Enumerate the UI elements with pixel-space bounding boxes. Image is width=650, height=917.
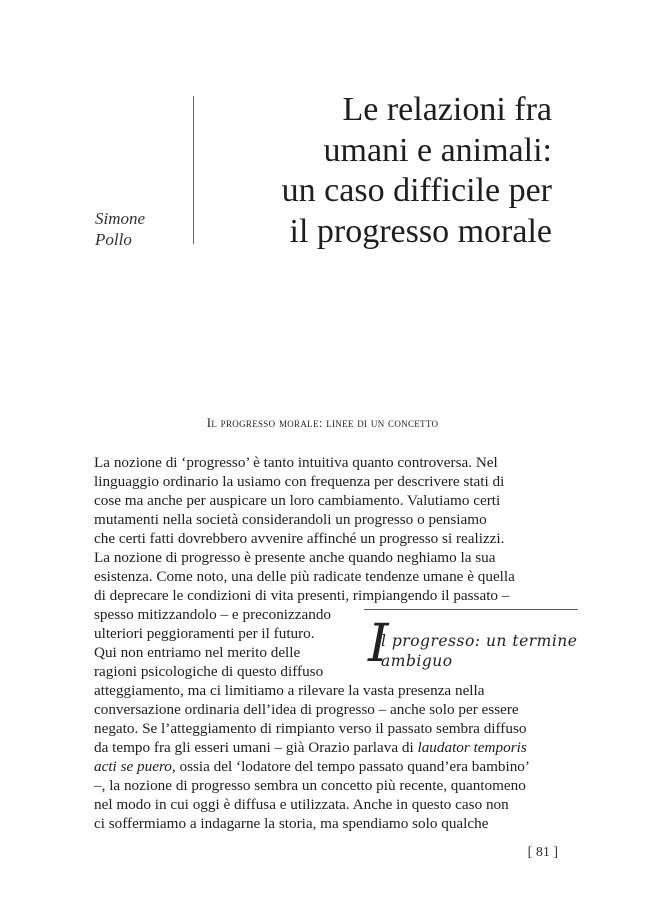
body-line xyxy=(94,757,559,776)
body-line: ragioni psicologiche di questo diffuso xyxy=(94,663,324,680)
title-line: il progresso morale xyxy=(289,212,552,250)
title-line: Le relazioni fra xyxy=(342,91,552,128)
body-line: La nozione di progresso è presente anche quando neghiamo la sua xyxy=(94,549,496,566)
body-line: esistenza. Come noto, una delle più radicate tendenze umane è quella xyxy=(94,568,515,585)
author-last-name: Pollo xyxy=(95,230,132,249)
latin-phrase: acti se puero xyxy=(94,758,172,775)
body-line: La nozione di ‘progresso’ è tanto intuitiva quanto controversa. Nel xyxy=(94,454,498,471)
body-line: atteggiamento, ma ci limitiamo a rilevare la vasta presenza nella xyxy=(94,682,485,699)
body-line: linguaggio ordinario la usiamo con frequenza per descrivere stati di xyxy=(94,473,505,490)
body-line: conversazione ordinaria dell’idea di progresso – anche solo per essere xyxy=(94,701,519,718)
body-line: che certi fatti dovrebbero avvenire affinché un progresso si realizzi. xyxy=(94,530,505,547)
pull-quote-rule xyxy=(364,609,578,610)
latin-phrase: laudator temporis xyxy=(417,739,527,756)
body-line: –, la nozione di progresso sembra un concetto più recente, quantomeno xyxy=(94,777,526,794)
article-title xyxy=(205,90,552,252)
pull-quote-initial: I xyxy=(368,614,389,674)
page-number: [ 81 ] xyxy=(527,845,558,860)
body-line: Qui non entriamo nel merito delle xyxy=(94,644,301,661)
body-line: ci soffermiamo a indagarne la storia, ma spendiamo solo qualche xyxy=(94,815,489,832)
pull-quote xyxy=(368,607,578,677)
pull-quote-line: l progresso: un termine xyxy=(381,632,578,650)
title-divider xyxy=(193,96,194,244)
body-text-run: da tempo fra gli esseri umani – già Orazio parlava di xyxy=(94,739,418,756)
author-name xyxy=(95,208,190,250)
title-line: un caso difficile per xyxy=(281,172,552,209)
body-line: negato. Se l’atteggiamento di rimpianto verso il passato sembra diffuso xyxy=(94,720,527,737)
body-line: cose ma anche per auspicare un loro cambiamento. Valutiamo certi xyxy=(94,492,501,509)
body-line: mutamenti nella società considerandoli un progresso o pensiamo xyxy=(94,511,487,528)
body-line: spesso mitizzandolo – e preconizzando xyxy=(94,606,332,623)
section-heading: Il progresso morale: linee di un concetto xyxy=(206,415,439,430)
body-line xyxy=(94,738,559,757)
body-text-run: , ossia del ‘lodatore del tempo passato quand’era bambino’ xyxy=(171,758,530,775)
pull-quote-line: ambiguo xyxy=(381,652,453,670)
body-line: nel modo in cui oggi è diffusa e utilizzata. Anche in questo caso non xyxy=(94,796,509,813)
author-first-name: Simone xyxy=(95,209,146,228)
body-line: di deprecare le condizioni di vita presenti, rimpiangendo il passato – xyxy=(94,587,510,604)
body-line: ulteriori peggioramenti per il futuro. xyxy=(94,625,315,642)
title-line: umani e animali: xyxy=(323,131,552,169)
